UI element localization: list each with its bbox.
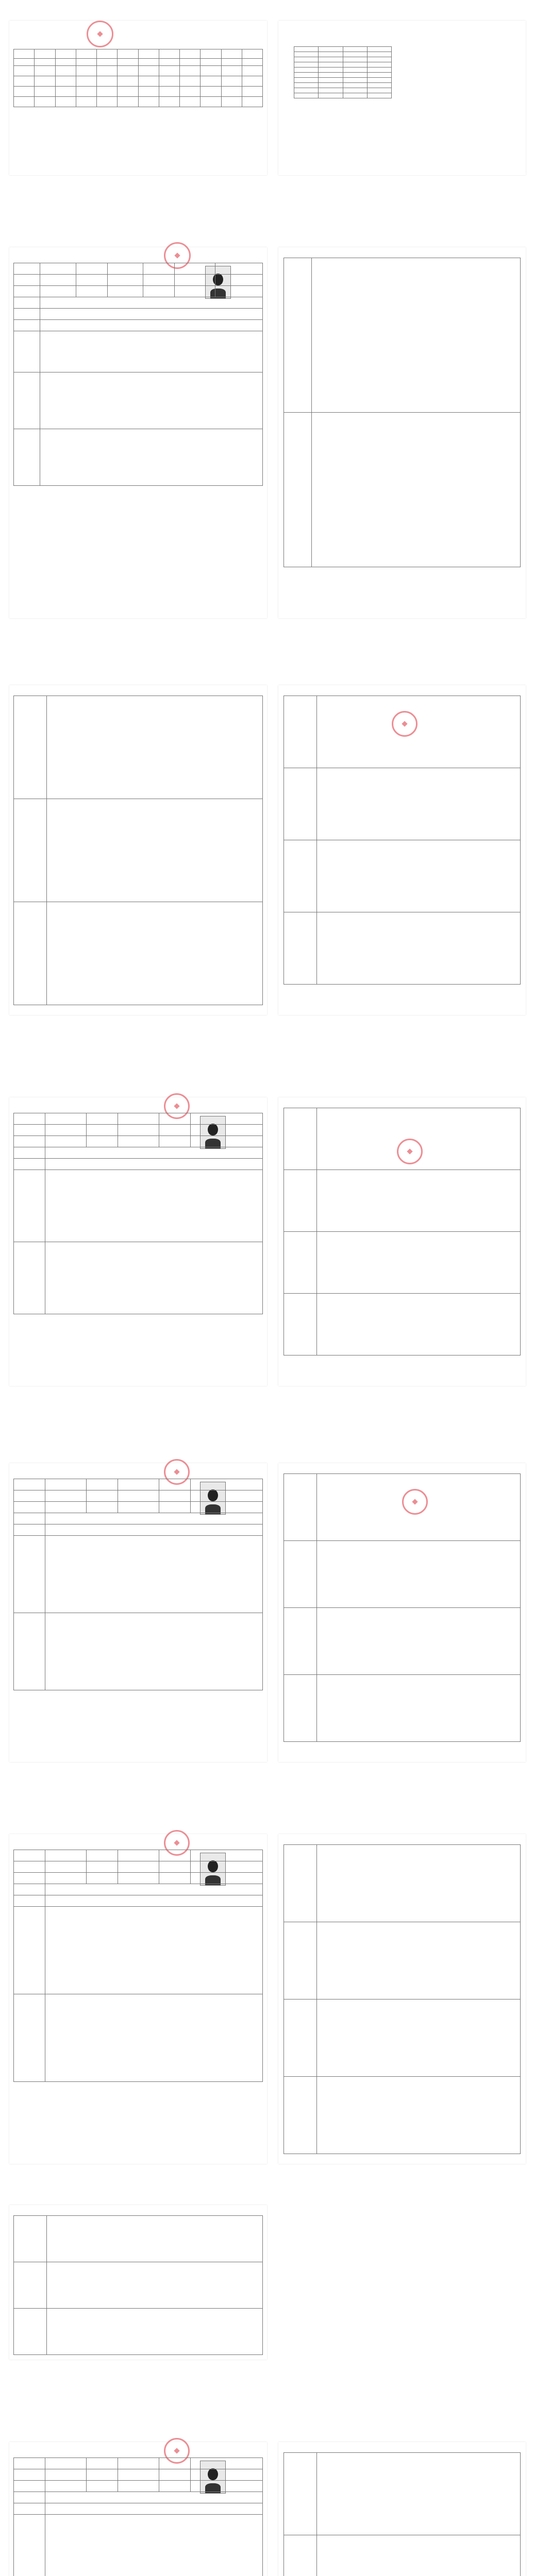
form-table-2	[13, 696, 263, 1005]
form-table-1b	[283, 258, 521, 567]
form-page-4-left	[9, 1463, 267, 1762]
form-table-5b	[283, 1844, 521, 2154]
summary-table	[13, 49, 263, 107]
form-table-1	[13, 263, 263, 486]
form-page-4-right	[278, 1463, 526, 1762]
form-table-4	[13, 1479, 263, 1690]
form-table-5	[13, 1850, 263, 2082]
form-page-7-left	[9, 2442, 267, 2576]
form-page-1-right	[278, 247, 526, 618]
side-table-page	[278, 21, 526, 175]
form-table-4b	[283, 1473, 521, 1742]
form-page-3-right	[278, 1097, 526, 1386]
form-page-2-left	[9, 685, 267, 1015]
form-page-5-right	[278, 1834, 526, 2164]
form-table-7	[13, 2458, 263, 2576]
side-table	[294, 46, 392, 98]
form-page-6-left	[9, 2205, 267, 2360]
form-table-6	[13, 2215, 263, 2355]
red-seal	[87, 21, 113, 47]
form-page-1-left	[9, 247, 267, 618]
form-table-3b	[283, 1108, 521, 1355]
form-page-2-right	[278, 685, 526, 1015]
summary-page	[9, 21, 267, 175]
form-table-3	[13, 1113, 263, 1314]
form-table-7b	[283, 2452, 521, 2576]
form-table-2b	[283, 696, 521, 985]
form-page-3-left	[9, 1097, 267, 1386]
form-page-5-left	[9, 1834, 267, 2164]
form-page-7-right	[278, 2442, 526, 2576]
